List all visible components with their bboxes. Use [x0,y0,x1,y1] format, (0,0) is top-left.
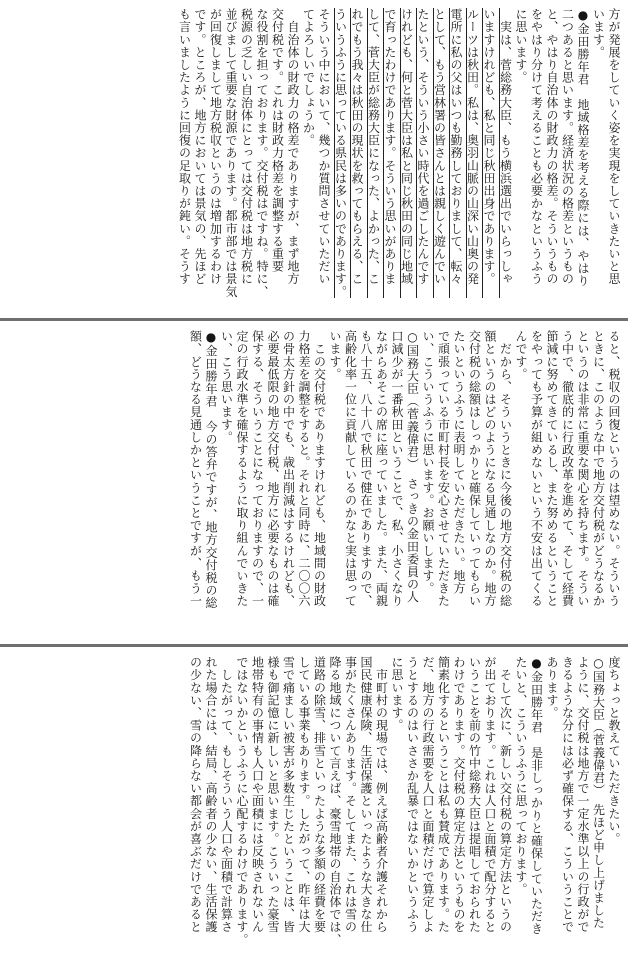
text-line: てよろしいでしょうか。 [301,8,316,147]
text-line: 税源の乏しい自治体にとっては交付税は地方税に [239,8,254,286]
text-line: 口減少が一番秋田ということで、私、小さくなり [390,330,404,608]
column-group-2 [190,330,621,609]
text-line: 国民健康保険、生活保護といったような大きな仕 [359,656,373,934]
text-line: 様も御記憶に新しいと思います。こういった豪雪 [266,656,280,934]
text-line: 並びまして重要な財源であります。都市部では景気 [224,8,238,298]
text-line-highlighted: 電所に私の父はいつも勤務しておりまして、転々 [449,8,462,298]
text-line: んです。 [514,330,528,381]
text-line: れた場合には、結局、高齢者の少ない、生活保護 [204,656,218,934]
section-divider [0,318,628,321]
text-line: 保する、そういうことになっておりますので、一 [250,330,265,608]
text-line: ときに、このような中で地方交付税がどうなるか [591,330,606,608]
column-group-3 [190,656,621,946]
text-line: 度ちょっと教えていただきたい。 [607,656,621,845]
text-line: ではないかというふうに心配するわけであります。 [235,656,249,946]
text-line: います。 [591,8,606,59]
text-line: い、こういうふうに思います。お願いします。 [421,330,435,595]
text-line: の骨太方針の中でも、歳出削減はするけれども、 [281,330,296,608]
text-line: 市町村の現場では、例えば高齢者介護それから [374,656,389,934]
text-line: 地帯特有の事情も人口や面積には反映されないん [250,656,265,934]
text-line: している事業もあります。したがって、昨年は大 [297,656,311,934]
text-line: 事がたくさんあります。そしてまた、これは雪の [343,656,358,934]
text-block-2 [0,322,628,644]
text-line: ○国務大臣（菅義偉君） 先ほど申し上げました [591,656,606,930]
text-line: の少ない、雪の降らない都会が喜ぶだけであると [188,656,203,934]
text-line: に思います。 [390,656,404,732]
text-line: わけであります。交付税の算定方法というものを [452,656,466,934]
text-line: 降る地域について言えば、豪雪地帯の自治体では、 [328,656,342,946]
text-line: あります。 [545,656,559,719]
text-line-highlighted: して、菅大臣が総務大臣になった、よかった、こ [367,8,380,298]
text-line: そういう中において、幾つか質問させていただい [317,8,331,286]
text-line-highlighted: ルーツは秋田。私は、奥羽山脈の山深い山奥の発 [466,8,479,298]
text-line: きるような分には必ず確保する、こういうことで [560,656,575,934]
text-line: 定の行政水準を確保するように取り組んでいきた [235,330,249,608]
text-line: をやっても予算が組めないという不安は出てくる [529,330,544,608]
text-line: 必要最低限の地方交付税、地方に必要なものは確 [266,330,280,608]
text-line: も八十五、八十八で秋田で健在でありますので、 [359,330,373,608]
text-line: う中で、徹底的に行政改革を進めて、そして経費 [560,330,575,608]
text-line: い、こう思います。 [219,330,234,444]
text-line: で頑張っている市町村長を安心させていただきた [436,330,451,608]
text-line: 力格差を調整をすると。それと同時に、二〇〇六 [297,330,311,608]
text-line-highlighted: ういうふうに思っている県民は多いのであります。 [333,8,348,298]
text-line-highlighted: れでもう我々は秋田の現状を救ってもらえる、こ [350,8,363,298]
text-line: ながらあそこの席に座っていました。また、両親 [374,330,389,608]
text-line: います。 [328,330,342,381]
text-line: と、やはり自治体の財政力の格差。そういうもの [545,8,559,286]
text-line: だ、地方の行政需要を人口と面積だけで算定しよ [421,656,435,934]
text-line: 方が発展をしていく姿を実現をしていきたいと思 [607,8,621,286]
text-line: 自治体の財政力の格差でありますが、まず地方 [286,8,300,286]
text-line: 簡素化するということは私も賛成であります。た [436,656,451,934]
text-line: ●金田勝年君 今の答弁ですが、地方交付税の総 [204,330,218,610]
text-block-3 [0,648,628,978]
text-line: うとするのはいささか乱暴ではないかというふう [405,656,420,934]
text-line-highlighted: 実は、菅総務大臣、もう横浜選出でいらっしゃ [499,8,512,298]
text-line: ●金田勝年君 地域格差を考える際には、やはり [576,8,590,288]
column-group-1 [179,8,621,298]
text-line: 交付税の総額はしっかりと確保していってもらい [467,330,482,608]
text-line: です。ところが、地方においては景気の、先ほど [193,8,207,286]
text-line-highlighted: として、もう営林署の皆さんとは親しく遊んでい [433,8,446,298]
text-line-highlighted: けれども、何と菅大臣は私と同じ秋田の同じ地域 [400,8,413,298]
text-line: ○国務大臣（菅義偉君） さっきの金田委員の人 [405,330,420,604]
section-divider [0,644,628,647]
text-line-highlighted: たという、そういう小さい時代を過ごしたんです [416,8,429,298]
text-line: いうことを前の竹中総務大臣は提唱しておられた [467,656,482,934]
text-line: 道路の除雪、排雪といったような多額の経費を要 [312,656,327,934]
text-line: ように、交付税は地方で一定水準以上の行政がで [576,656,590,934]
text-line: したがって、もしそういう人口や面積で計算さ [219,656,234,934]
text-line: というのは非常に重要な関心を持ちます。そうい [576,330,590,608]
text-line: 額というのはどのようになる見通しなのか。地方 [483,330,497,608]
text-block-1 [0,0,628,318]
text-line: をやはり分けて考えることも必要かなというふう [529,8,544,286]
text-line: 雪で痛ましい被害が多数生じたということは、皆 [281,656,296,934]
text-line: この交付税でありますけれども、地域間の財政 [312,330,327,608]
text-line: が出ております。これは人口と面積で配分すると [483,656,497,934]
text-line: に思います。 [514,8,528,84]
text-line: 額、どうなる見通しかということですが、もう一 [188,330,203,608]
text-line: ると、税収の回復というのは望めない。そういう [607,330,621,608]
text-line: が回復しまして地方税収というのは増加するわけ [208,8,223,286]
text-line: ●金田勝年君 是非しっかりと確保していただき [529,656,544,936]
text-line: 二つあると思います。経済状況の格差というもの [560,8,575,286]
text-line-highlighted: いますけれども、私と同じ秋田出身であります。 [482,8,495,298]
text-line: 交付税です。これは財政力格差を調整する重要 [270,8,285,273]
text-line: 高齢化率一位に貢献しているのかなと実は思って [343,330,358,608]
text-line: な役割を担っております。交付税はですね。特に、 [255,8,269,298]
text-line: だから、そういうときに今後の地方交付税の総 [498,330,513,608]
text-line: たいというふうに表明していただきたい。地方 [452,330,466,595]
text-line-highlighted: で育ったわけであります。そういう思いがありま [383,8,396,298]
text-line: そして次に、新しい交付税の算定方法というの [498,656,513,934]
text-line: 節減に努めてきているし、また努めるということ [545,330,559,608]
text-line: たいと、こういうふうに思っております。 [514,656,528,896]
text-line: も言いましたように回復の足取りが鈍い。そうす [177,8,192,286]
